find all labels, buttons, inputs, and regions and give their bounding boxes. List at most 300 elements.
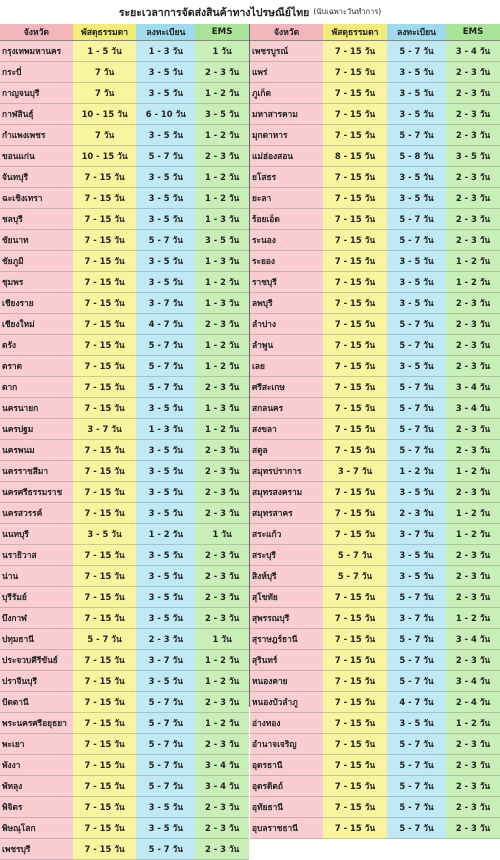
regular-parcel-cell: 7 - 15 วัน: [73, 587, 137, 608]
ems-cell: 2 - 3 วัน: [195, 545, 249, 566]
province-cell: สตูล: [250, 440, 323, 461]
table-row: [250, 314, 500, 335]
table-row: [0, 461, 249, 482]
province-cell: ชลบุรี: [0, 209, 73, 230]
ems-cell: 1 - 2 วัน: [195, 650, 249, 671]
table-row: [250, 608, 500, 629]
regular-parcel-cell: 7 - 15 วัน: [73, 398, 137, 419]
table-row: [250, 629, 500, 650]
registered-cell: 3 - 5 วัน: [387, 104, 446, 125]
regular-parcel-cell: 5 - 7 วัน: [323, 545, 387, 566]
province-cell: แม่ฮ่องสอน: [250, 146, 323, 167]
ems-cell: 1 - 2 วัน: [446, 608, 500, 629]
ems-cell: 2 - 3 วัน: [446, 482, 500, 503]
regular-parcel-cell: 3 - 5 วัน: [73, 524, 137, 545]
registered-cell: 5 - 7 วัน: [136, 713, 195, 734]
ems-cell: 2 - 3 วัน: [195, 839, 249, 860]
province-cell: เพชรบูรณ์: [250, 41, 323, 62]
ems-cell: 2 - 3 วัน: [446, 188, 500, 209]
table-row: [250, 818, 500, 839]
table-row: [0, 797, 249, 818]
table-row: [0, 314, 249, 335]
registered-cell: 1 - 2 วัน: [136, 524, 195, 545]
header-row: [250, 24, 500, 41]
regular-parcel-cell: 7 - 15 วัน: [73, 461, 137, 482]
registered-cell: 3 - 5 วัน: [136, 566, 195, 587]
regular-parcel-cell: 7 - 15 วัน: [323, 209, 387, 230]
ems-cell: 2 - 3 วัน: [195, 734, 249, 755]
regular-parcel-cell: 7 - 15 วัน: [323, 356, 387, 377]
table-row: [0, 104, 249, 125]
ems-cell: 2 - 3 วัน: [446, 545, 500, 566]
regular-parcel-cell: 7 - 15 วัน: [323, 125, 387, 146]
registered-cell: 5 - 7 วัน: [136, 839, 195, 860]
regular-parcel-cell: 7 - 15 วัน: [323, 818, 387, 839]
regular-parcel-cell: 7 - 15 วัน: [323, 83, 387, 104]
ems-cell: 1 - 2 วัน: [446, 713, 500, 734]
province-cell: สระบุรี: [250, 545, 323, 566]
regular-parcel-cell: 7 - 15 วัน: [323, 314, 387, 335]
province-cell: เลย: [250, 356, 323, 377]
table-row: [250, 209, 500, 230]
regular-parcel-cell: 7 - 15 วัน: [73, 839, 137, 860]
ems-cell: 2 - 3 วัน: [195, 440, 249, 461]
province-cell: จันทบุรี: [0, 167, 73, 188]
regular-parcel-cell: 7 - 15 วัน: [73, 503, 137, 524]
province-cell: ปทุมธานี: [0, 629, 73, 650]
regular-parcel-cell: 7 - 15 วัน: [323, 335, 387, 356]
regular-parcel-cell: 7 - 15 วัน: [73, 272, 137, 293]
header-registered: ลงทะเบียน: [387, 24, 446, 41]
ems-cell: 1 - 2 วัน: [446, 524, 500, 545]
registered-cell: 5 - 7 วัน: [387, 734, 446, 755]
table-row: [0, 398, 249, 419]
regular-parcel-cell: 7 - 15 วัน: [323, 587, 387, 608]
registered-cell: 3 - 7 วัน: [136, 650, 195, 671]
registered-cell: 5 - 7 วัน: [387, 419, 446, 440]
regular-parcel-cell: 7 - 15 วัน: [73, 377, 137, 398]
registered-cell: 5 - 7 วัน: [387, 398, 446, 419]
registered-cell: 5 - 7 วัน: [387, 587, 446, 608]
ems-cell: 2 - 3 วัน: [195, 587, 249, 608]
registered-cell: 3 - 5 วัน: [136, 797, 195, 818]
registered-cell: 1 - 3 วัน: [136, 41, 195, 62]
table-row: [0, 671, 249, 692]
province-cell: ชัยภูมิ: [0, 251, 73, 272]
table-row: [0, 146, 249, 167]
province-cell: ตรัง: [0, 335, 73, 356]
header-registered: ลงทะเบียน: [136, 24, 195, 41]
table-row: [0, 776, 249, 797]
header-ems: EMS: [195, 24, 249, 41]
registered-cell: 3 - 5 วัน: [136, 188, 195, 209]
ems-cell: 2 - 3 วัน: [446, 125, 500, 146]
table-row: [250, 293, 500, 314]
regular-parcel-cell: 7 - 15 วัน: [73, 188, 137, 209]
registered-cell: 5 - 7 วัน: [387, 755, 446, 776]
ems-cell: 2 - 3 วัน: [446, 83, 500, 104]
table-left-half: [0, 24, 250, 854]
regular-parcel-cell: 7 - 15 วัน: [73, 356, 137, 377]
ems-cell: 3 - 4 วัน: [446, 41, 500, 62]
province-cell: บึงกาฬ: [0, 608, 73, 629]
table-row: [250, 755, 500, 776]
province-cell: สุพรรณบุรี: [250, 608, 323, 629]
regular-parcel-cell: 7 - 15 วัน: [323, 230, 387, 251]
province-cell: อุบลราชธานี: [250, 818, 323, 839]
registered-cell: 3 - 5 วัน: [387, 167, 446, 188]
ems-cell: 2 - 3 วัน: [446, 776, 500, 797]
table-row: [0, 293, 249, 314]
registered-cell: 4 - 7 วัน: [387, 692, 446, 713]
ems-cell: 3 - 5 วัน: [446, 146, 500, 167]
regular-parcel-cell: 7 - 15 วัน: [323, 104, 387, 125]
province-cell: นครราชสีมา: [0, 461, 73, 482]
province-cell: ลพบุรี: [250, 293, 323, 314]
province-cell: พิษณุโลก: [0, 818, 73, 839]
regular-parcel-cell: 7 - 15 วัน: [73, 692, 137, 713]
province-cell: กรุงเทพมหานคร: [0, 41, 73, 62]
ems-cell: 2 - 3 วัน: [446, 356, 500, 377]
ems-cell: 1 - 2 วัน: [195, 188, 249, 209]
ems-cell: 2 - 3 วัน: [195, 62, 249, 83]
table-row: [0, 587, 249, 608]
table-row: [0, 272, 249, 293]
registered-cell: 3 - 5 วัน: [136, 167, 195, 188]
table-row: [250, 272, 500, 293]
province-cell: นครพนม: [0, 440, 73, 461]
table-row: [0, 608, 249, 629]
regular-parcel-cell: 7 - 15 วัน: [323, 482, 387, 503]
province-cell: ศรีสะเกษ: [250, 377, 323, 398]
table-row: [0, 482, 249, 503]
ems-cell: 1 วัน: [195, 524, 249, 545]
table-row: [0, 692, 249, 713]
regular-parcel-cell: 7 - 15 วัน: [323, 41, 387, 62]
ems-cell: 1 วัน: [195, 41, 249, 62]
ems-cell: 3 - 4 วัน: [446, 671, 500, 692]
ems-cell: 1 - 2 วัน: [195, 356, 249, 377]
registered-cell: 3 - 5 วัน: [387, 356, 446, 377]
ems-cell: 2 - 3 วัน: [195, 377, 249, 398]
regular-parcel-cell: 7 - 15 วัน: [73, 671, 137, 692]
regular-parcel-cell: 7 - 15 วัน: [73, 734, 137, 755]
table-row: [0, 818, 249, 839]
ems-cell: 3 - 4 วัน: [195, 776, 249, 797]
province-cell: อุดรธานี: [250, 755, 323, 776]
province-cell: ประจวบคีรีขันธ์: [0, 650, 73, 671]
province-cell: สิงห์บุรี: [250, 566, 323, 587]
regular-parcel-cell: 7 - 15 วัน: [323, 293, 387, 314]
province-cell: นราธิวาส: [0, 545, 73, 566]
ems-cell: 1 - 2 วัน: [195, 713, 249, 734]
ems-cell: 2 - 3 วัน: [446, 650, 500, 671]
table-row: [250, 356, 500, 377]
province-cell: สมุทรสงคราม: [250, 482, 323, 503]
regular-parcel-cell: 7 - 15 วัน: [73, 482, 137, 503]
registered-cell: 6 - 10 วัน: [136, 104, 195, 125]
ems-cell: 2 - 3 วัน: [195, 818, 249, 839]
table-row: [250, 125, 500, 146]
ems-cell: 1 - 2 วัน: [195, 167, 249, 188]
province-cell: ขอนแก่น: [0, 146, 73, 167]
shipping-time-table: [0, 24, 500, 854]
registered-cell: 3 - 5 วัน: [387, 545, 446, 566]
header-province: จังหวัด: [0, 24, 73, 41]
registered-cell: 5 - 7 วัน: [387, 650, 446, 671]
registered-cell: 3 - 5 วัน: [136, 503, 195, 524]
province-cell: เชียงใหม่: [0, 314, 73, 335]
registered-cell: 3 - 5 วัน: [136, 482, 195, 503]
table-row: [0, 503, 249, 524]
regular-parcel-cell: 7 - 15 วัน: [323, 377, 387, 398]
ems-cell: 1 วัน: [195, 629, 249, 650]
registered-cell: 3 - 5 วัน: [136, 671, 195, 692]
province-cell: สมุทรสาคร: [250, 503, 323, 524]
registered-cell: 5 - 7 วัน: [136, 377, 195, 398]
ems-cell: 1 - 3 วัน: [195, 293, 249, 314]
table-row: [250, 419, 500, 440]
table-row: [0, 440, 249, 461]
table-row: [250, 692, 500, 713]
ems-cell: 2 - 3 วัน: [195, 146, 249, 167]
registered-cell: 2 - 3 วัน: [136, 629, 195, 650]
table-row: [0, 230, 249, 251]
table-row: [250, 167, 500, 188]
table-row: [250, 776, 500, 797]
registered-cell: 3 - 5 วัน: [136, 608, 195, 629]
ems-cell: 2 - 3 วัน: [446, 293, 500, 314]
registered-cell: 3 - 5 วัน: [387, 188, 446, 209]
regular-parcel-cell: 5 - 7 วัน: [323, 566, 387, 587]
regular-parcel-cell: 7 - 15 วัน: [73, 818, 137, 839]
registered-cell: 5 - 7 วัน: [136, 776, 195, 797]
registered-cell: 3 - 5 วัน: [136, 545, 195, 566]
province-cell: พังงา: [0, 755, 73, 776]
regular-parcel-cell: 10 - 15 วัน: [73, 146, 137, 167]
regular-parcel-cell: 7 - 15 วัน: [323, 776, 387, 797]
table-row: [250, 734, 500, 755]
ems-cell: 2 - 3 วัน: [446, 734, 500, 755]
table-row: [0, 713, 249, 734]
province-cell: ระยอง: [250, 251, 323, 272]
registered-cell: 5 - 7 วัน: [136, 692, 195, 713]
table-row: [250, 230, 500, 251]
regular-parcel-cell: 1 - 5 วัน: [73, 41, 137, 62]
regular-parcel-cell: 7 - 15 วัน: [323, 167, 387, 188]
header-row: [0, 24, 249, 41]
table-row: [0, 650, 249, 671]
province-cell: น่าน: [0, 566, 73, 587]
ems-cell: 1 - 3 วัน: [195, 398, 249, 419]
regular-parcel-cell: 7 - 15 วัน: [73, 335, 137, 356]
table-row: [250, 146, 500, 167]
province-cell: ฉะเชิงเทรา: [0, 188, 73, 209]
registered-cell: 5 - 7 วัน: [136, 230, 195, 251]
registered-cell: 3 - 5 วัน: [387, 713, 446, 734]
title-note: (นับเฉพาะวันทำการ): [313, 7, 382, 16]
province-cell: ยะลา: [250, 188, 323, 209]
province-cell: สมุทรปราการ: [250, 461, 323, 482]
table-row: [0, 755, 249, 776]
province-cell: นครปฐม: [0, 419, 73, 440]
registered-cell: 5 - 7 วัน: [387, 797, 446, 818]
regular-parcel-cell: 7 - 15 วัน: [323, 734, 387, 755]
table-row: [0, 839, 249, 860]
registered-cell: 5 - 7 วัน: [387, 335, 446, 356]
province-cell: สุโขทัย: [250, 587, 323, 608]
province-cell: กระบี่: [0, 62, 73, 83]
table-row: [250, 62, 500, 83]
registered-cell: 5 - 7 วัน: [387, 125, 446, 146]
ems-cell: 3 - 4 วัน: [195, 755, 249, 776]
table-row: [0, 629, 249, 650]
table-row: [250, 83, 500, 104]
ems-cell: 2 - 3 วัน: [446, 167, 500, 188]
registered-cell: 5 - 7 วัน: [387, 41, 446, 62]
table-row: [250, 440, 500, 461]
ems-cell: 1 - 2 วัน: [195, 125, 249, 146]
regular-parcel-cell: 7 วัน: [73, 83, 137, 104]
ems-cell: 1 - 2 วัน: [195, 83, 249, 104]
regular-parcel-cell: 7 - 15 วัน: [323, 629, 387, 650]
regular-parcel-cell: 7 - 15 วัน: [323, 713, 387, 734]
registered-cell: 3 - 5 วัน: [136, 587, 195, 608]
header-regular-parcel: พัสดุธรรมดา: [323, 24, 387, 41]
ems-cell: 1 - 3 วัน: [195, 251, 249, 272]
regular-parcel-cell: 10 - 15 วัน: [73, 104, 137, 125]
province-cell: สุราษฎร์ธานี: [250, 629, 323, 650]
regular-parcel-cell: 7 - 15 วัน: [323, 503, 387, 524]
registered-cell: 5 - 7 วัน: [387, 314, 446, 335]
ems-cell: 2 - 4 วัน: [446, 692, 500, 713]
regular-parcel-cell: 7 - 15 วัน: [73, 545, 137, 566]
ems-cell: 3 - 5 วัน: [195, 230, 249, 251]
table-row: [0, 356, 249, 377]
province-cell: ระนอง: [250, 230, 323, 251]
registered-cell: 5 - 7 วัน: [136, 146, 195, 167]
registered-cell: 3 - 5 วัน: [387, 62, 446, 83]
ems-cell: 2 - 3 วัน: [446, 419, 500, 440]
regular-parcel-cell: 7 - 15 วัน: [323, 650, 387, 671]
table-row: [250, 461, 500, 482]
province-cell: ราชบุรี: [250, 272, 323, 293]
registered-cell: 3 - 5 วัน: [136, 209, 195, 230]
registered-cell: 5 - 7 วัน: [136, 755, 195, 776]
registered-cell: 5 - 7 วัน: [387, 818, 446, 839]
registered-cell: 1 - 2 วัน: [387, 461, 446, 482]
table-row: [250, 41, 500, 62]
table-row: [0, 335, 249, 356]
province-cell: นนทบุรี: [0, 524, 73, 545]
ems-cell: 2 - 3 วัน: [446, 566, 500, 587]
registered-cell: 5 - 8 วัน: [387, 146, 446, 167]
regular-parcel-cell: 7 - 15 วัน: [73, 230, 137, 251]
ems-cell: 2 - 3 วัน: [195, 566, 249, 587]
regular-parcel-cell: 7 - 15 วัน: [73, 293, 137, 314]
registered-cell: 3 - 7 วัน: [136, 293, 195, 314]
regular-parcel-cell: 7 - 15 วัน: [73, 713, 137, 734]
table-row: [0, 209, 249, 230]
ems-cell: 1 - 3 วัน: [195, 209, 249, 230]
table-row: [0, 41, 249, 62]
province-cell: สระแก้ว: [250, 524, 323, 545]
province-cell: พระนครศรีอยุธยา: [0, 713, 73, 734]
ems-cell: 2 - 3 วัน: [195, 314, 249, 335]
ems-cell: 3 - 4 วัน: [446, 398, 500, 419]
table-row: [250, 482, 500, 503]
province-cell: สุรินทร์: [250, 650, 323, 671]
regular-parcel-cell: 7 - 15 วัน: [73, 797, 137, 818]
ems-cell: 1 - 2 วัน: [446, 461, 500, 482]
ems-cell: 1 - 2 วัน: [446, 272, 500, 293]
province-cell: ชัยนาท: [0, 230, 73, 251]
ems-cell: 1 - 2 วัน: [195, 419, 249, 440]
regular-parcel-cell: 7 - 15 วัน: [323, 755, 387, 776]
regular-parcel-cell: 7 วัน: [73, 62, 137, 83]
province-cell: ยโสธร: [250, 167, 323, 188]
regular-parcel-cell: 7 - 15 วัน: [323, 272, 387, 293]
regular-parcel-cell: 7 - 15 วัน: [323, 608, 387, 629]
table-row: [250, 104, 500, 125]
province-cell: อุตรดิตถ์: [250, 776, 323, 797]
province-cell: อ่างทอง: [250, 713, 323, 734]
table-row: [0, 188, 249, 209]
table-row: [250, 713, 500, 734]
registered-cell: 3 - 5 วัน: [136, 125, 195, 146]
ems-cell: 2 - 3 วัน: [446, 104, 500, 125]
ems-cell: 1 - 2 วัน: [446, 251, 500, 272]
ems-cell: 2 - 3 วัน: [446, 797, 500, 818]
regular-parcel-cell: 5 - 7 วัน: [73, 629, 137, 650]
regular-parcel-cell: 3 - 7 วัน: [323, 461, 387, 482]
registered-cell: 3 - 5 วัน: [387, 272, 446, 293]
registered-cell: 3 - 5 วัน: [136, 62, 195, 83]
registered-cell: 4 - 7 วัน: [136, 314, 195, 335]
regular-parcel-cell: 7 - 15 วัน: [73, 776, 137, 797]
province-cell: ภูเก็ต: [250, 83, 323, 104]
province-cell: กาฬสินธุ์: [0, 104, 73, 125]
regular-parcel-cell: 7 - 15 วัน: [73, 566, 137, 587]
ems-cell: 3 - 4 วัน: [446, 377, 500, 398]
ems-cell: 2 - 3 วัน: [195, 461, 249, 482]
registered-cell: 3 - 7 วัน: [387, 524, 446, 545]
table-row: [0, 566, 249, 587]
registered-cell: 5 - 7 วัน: [387, 209, 446, 230]
table-row: [0, 734, 249, 755]
province-cell: พะเยา: [0, 734, 73, 755]
table-row: [0, 167, 249, 188]
ems-cell: 1 - 2 วัน: [446, 503, 500, 524]
province-cell: หนองบัวลำภู: [250, 692, 323, 713]
registered-cell: 3 - 5 วัน: [136, 818, 195, 839]
ems-cell: 1 - 2 วัน: [195, 335, 249, 356]
registered-cell: 3 - 5 วัน: [136, 251, 195, 272]
ems-cell: 2 - 3 วัน: [446, 818, 500, 839]
table-row: [250, 524, 500, 545]
table-row: [0, 251, 249, 272]
table-row: [250, 566, 500, 587]
page-title: [0, 0, 500, 24]
province-cell: ตราด: [0, 356, 73, 377]
table-row: [0, 419, 249, 440]
province-cell: กาญจนบุรี: [0, 83, 73, 104]
ems-cell: 2 - 3 วัน: [446, 755, 500, 776]
registered-cell: 3 - 5 วัน: [136, 83, 195, 104]
registered-cell: 5 - 7 วัน: [387, 377, 446, 398]
province-cell: พิจิตร: [0, 797, 73, 818]
ems-cell: 2 - 3 วัน: [446, 587, 500, 608]
